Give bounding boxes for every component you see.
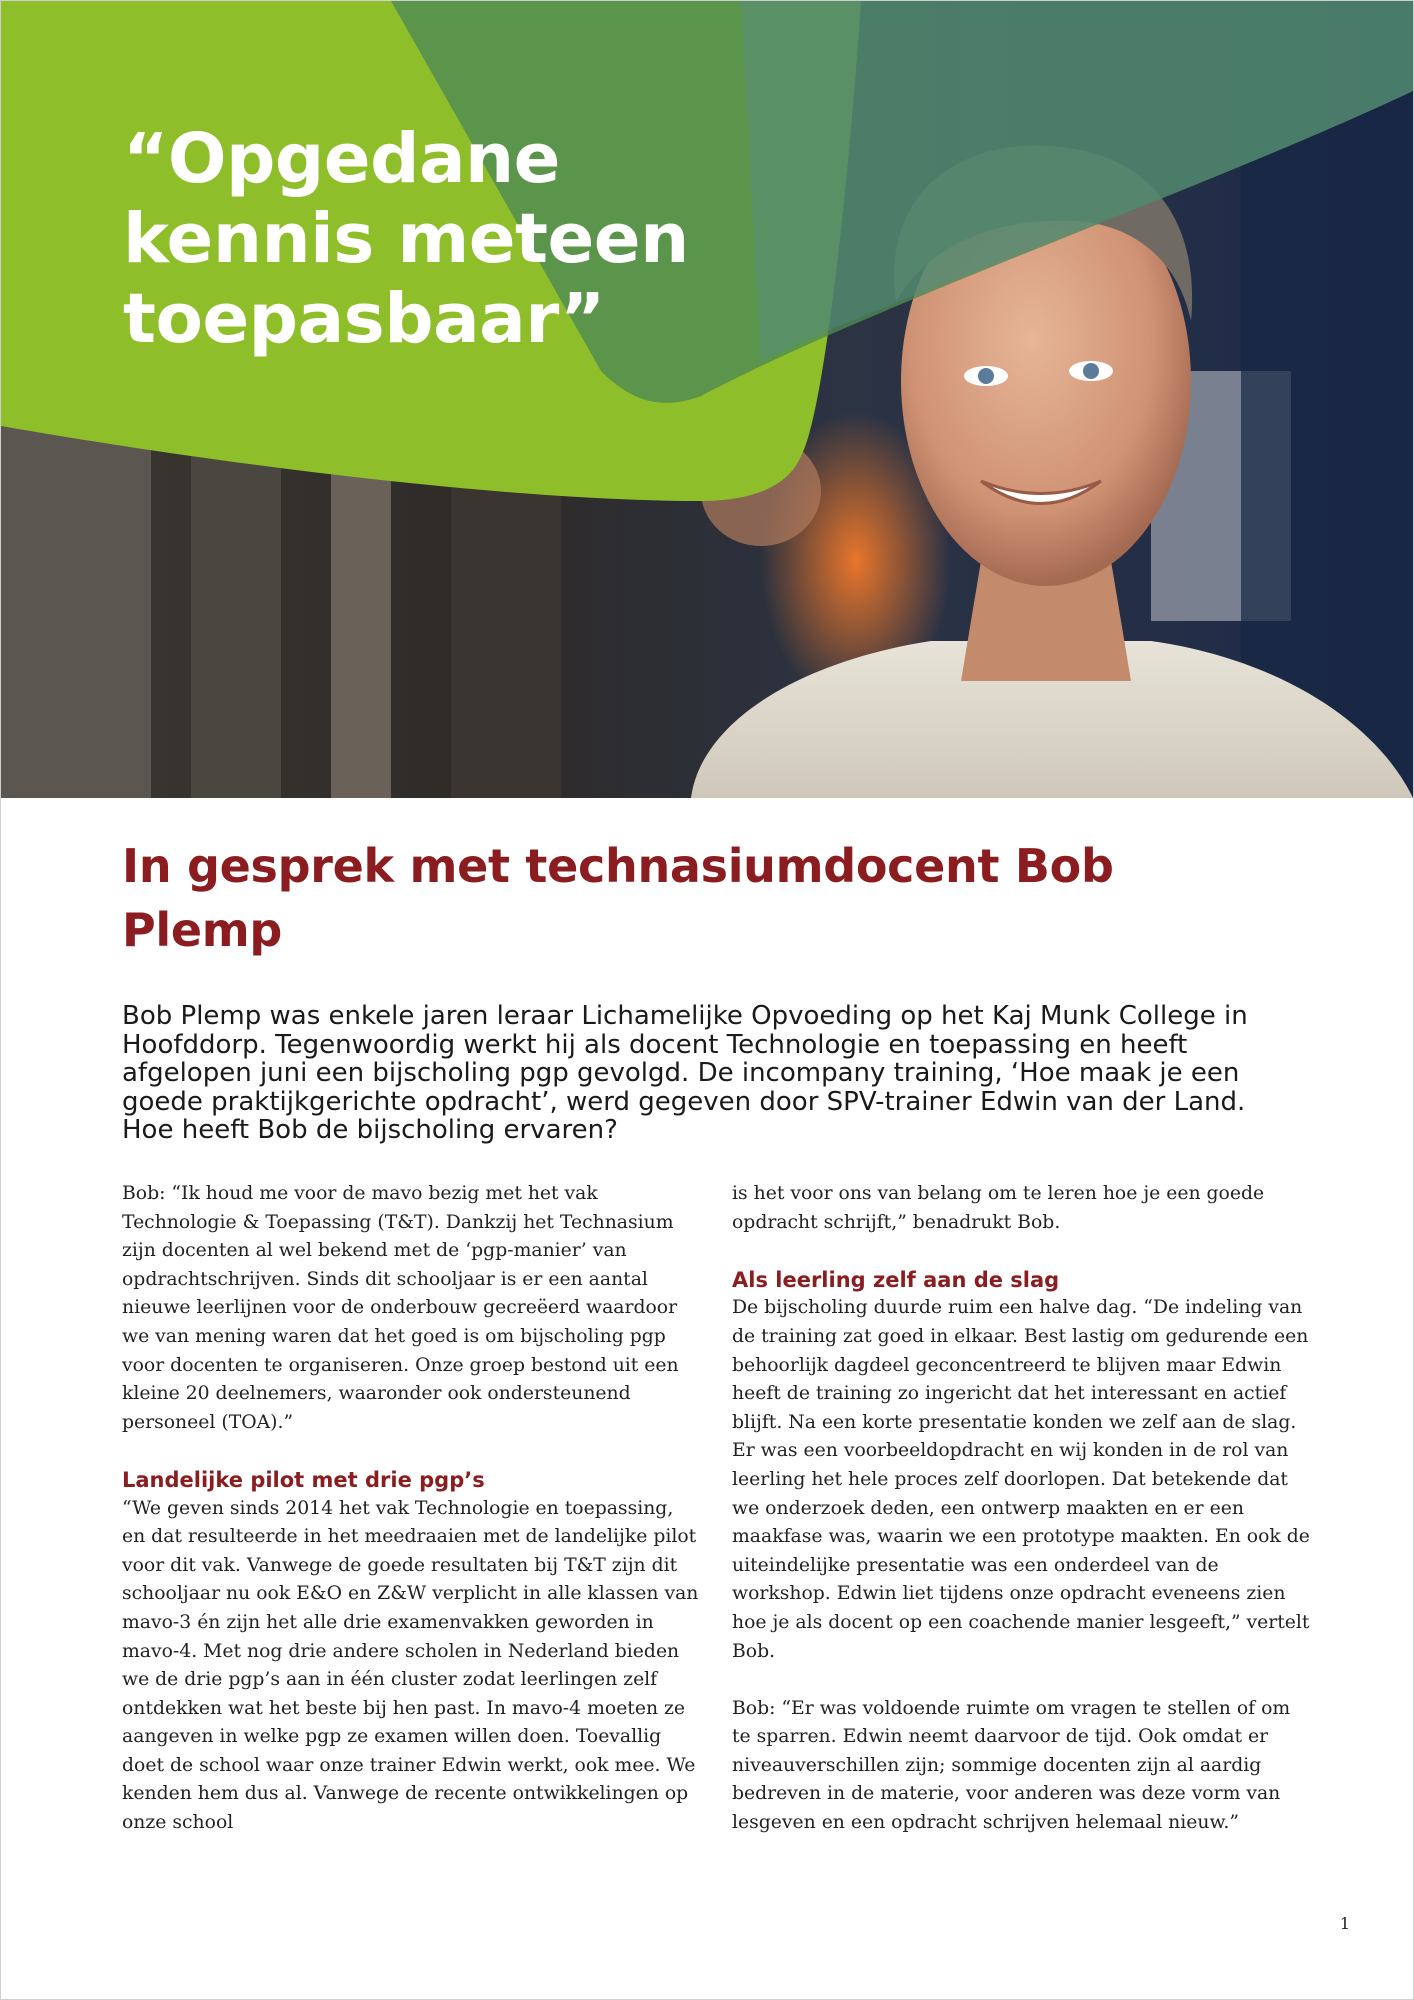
right-paragraph-3: Bob: “Er was voldoende ruimte om vragen te stellen of om te sparren. Edwin neemt daarvoor de tijd. Ook omdat er niveauverschillen zijn; sommige docenten zijn al aardig bedreven in de materie, voor anderen was deze vorm van lesgeven en een opdracht schrijven helemaal nieuw.” — [732, 1697, 1291, 1834]
left-paragraph-2: “We geven sinds 2014 het vak Technologie en toepassing, en dat resulteerde in het meedraaien met de landelijke pilot voor dit vak. Vanwege de goede resultaten bij T&T zijn dit schooljaar nu ook E&O en Z&W verplicht in alle klassen van mavo-3 én zijn het alle drie examenvakken geworden in mavo-4. Met nog drie andere scholen in Nederland bieden we de drie pgp’s aan in één cluster zodat leerlingen zelf ontdekken wat het beste bij hen past. In mavo-4 moeten ze aangeven in welke pgp ze examen willen doen. Toevallig doet de school waar onze trainer Edwin werkt, ook mee. We kenden hem dus al. Vanwege de recente ontwikkelingen op onze school — [122, 1497, 699, 1834]
subheading-landelijke-pilot: Landelijke pilot met drie pgp’s — [122, 1467, 485, 1492]
page-number: 1 — [1339, 1914, 1350, 1933]
right-paragraph-2: De bijscholing duurde ruim een halve dag. “De indeling van de training zat goed in elkaar. Best lastig om gedurende een behoorlijk dagdeel geconcentreerd te blijven maar Edwin heeft de training zo ingericht dat het interessant en actief blijft. Na een korte presentatie konden we zelf aan de slag. Er was een voorbeeldopdracht en wij konden in de rol van leerling het hele proces zelf doorlopen. Dat betekende dat we onderzoek deden, een ontwerp maakten en er een maakfase was, waarin we een prototype maakten. En ook de uiteindelijke presentatie was een onderdeel van de workshop. Edwin liet tijdens onze opdracht eveneens zien hoe je als docent op een coachende manier lesgeeft,” vertelt Bob. — [732, 1297, 1310, 1662]
article-intro: Bob Plemp was enkele jaren leraar Lichamelijke Opvoeding op het Kaj Munk College in Hoofddorp. Tegenwoordig werkt hij als docent Technologie en toepassing en heeft afgelopen juni een bijscholing pgp gevolgd. De incompany training, ‘Hoe maak je een goede praktijkgerichte opdracht’, werd gegeven door SPV-trainer Edwin van der Land. Hoe heeft Bob de bijscholing ervaren? — [122, 1001, 1248, 1145]
hero-quote: “Opgedane kennis meteen toepasbaar” — [123, 119, 689, 359]
article-title: In gesprek met technasiumdocent Bob Plemp — [122, 839, 1114, 957]
right-column — [732, 1180, 1310, 1838]
right-paragraph-1: is het voor ons van belang om te leren hoe je een goede opdracht schrijft,” benadrukt Bob. — [732, 1183, 1265, 1233]
subheading-als-leerling: Als leerling zelf aan de slag — [732, 1267, 1060, 1292]
left-column — [122, 1180, 700, 1838]
hero-banner — [1, 1, 1413, 798]
left-paragraph-1: Bob: “Ik houd me voor de mavo bezig met het vak Technologie & Toepassing (T&T). Dankzij het Technasium zijn docenten al wel bekend met de ‘pgp-manier’ van opdrachtschrijven. Sinds dit schooljaar is er een aantal nieuwe leerlijnen voor de onderbouw gecreëerd waardoor we van mening waren dat het goed is om bijscholing pgp voor docenten te organiseren. Onze groep bestond uit een kleine 20 deelnemers, waaronder ook ondersteunend personeel (TOA).” — [122, 1183, 679, 1433]
